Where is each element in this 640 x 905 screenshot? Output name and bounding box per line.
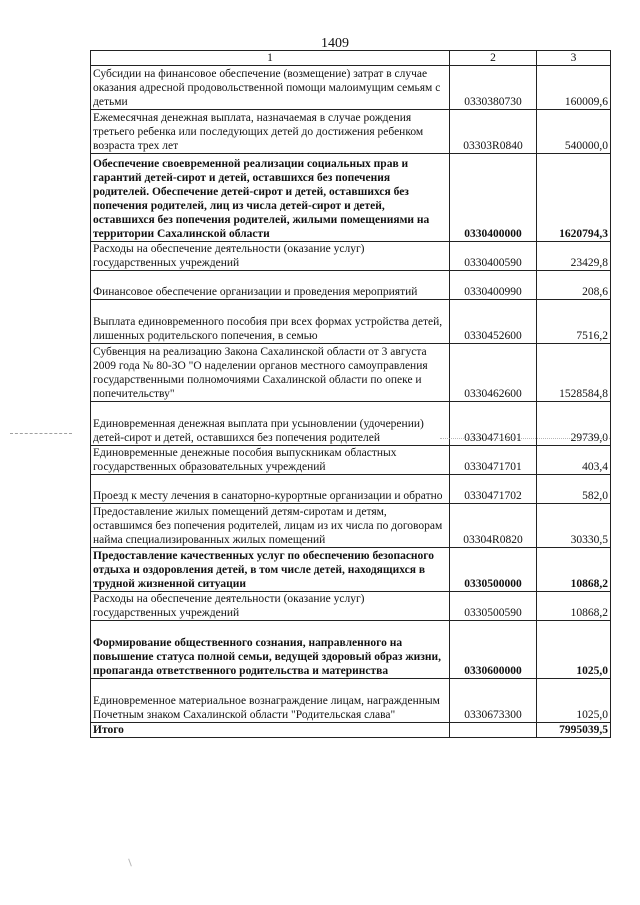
row-name: Финансовое обеспечение организации и проведения мероприятий bbox=[91, 271, 450, 300]
total-code bbox=[450, 723, 537, 738]
table-row bbox=[91, 110, 611, 154]
row-amount: 10868,2 bbox=[537, 592, 611, 621]
scan-artifact bbox=[440, 438, 610, 439]
row-amount: 10868,2 bbox=[537, 548, 611, 592]
table-row bbox=[91, 344, 611, 402]
row-amount: 7516,2 bbox=[537, 300, 611, 344]
row-code: 0330600000 bbox=[450, 621, 537, 679]
table-row bbox=[91, 66, 611, 110]
row-amount: 1620794,3 bbox=[537, 154, 611, 242]
row-amount: 23429,8 bbox=[537, 242, 611, 271]
row-name: Единовременная денежная выплата при усыновлении (удочерении) детей-сирот и детей, оставшихся без попечения родителей bbox=[91, 402, 450, 446]
row-amount: 1528584,8 bbox=[537, 344, 611, 402]
row-name: Формирование общественного сознания, направленного на повышение статуса полной семьи, ведущей здоровый образ жизни, пропаганда ответственного родительства и материнства bbox=[91, 621, 450, 679]
row-code: 0330452600 bbox=[450, 300, 537, 344]
table-row bbox=[91, 271, 611, 300]
table-row bbox=[91, 446, 611, 475]
row-amount: 403,4 bbox=[537, 446, 611, 475]
row-code: 0330400000 bbox=[450, 154, 537, 242]
row-name: Обеспечение своевременной реализации социальных прав и гарантий детей-сирот и детей, оставшихся без попечения родителей. Обеспечение детей-сирот и детей, оставшихся без попечения родителей, лиц из числа детей-сирот и детей, оставшихся без попечения родителей, жилыми помещениями на территории Сахалинской области bbox=[91, 154, 450, 242]
page-number: 1409 bbox=[321, 36, 349, 51]
row-code: 03303R0840 bbox=[450, 110, 537, 154]
row-amount: 29739,0 bbox=[537, 402, 611, 446]
table-row bbox=[91, 242, 611, 271]
row-name: Субсидии на финансовое обеспечение (возмещение) затрат в случае оказания адресной продовольственной помощи малоимущим семьям с детьми bbox=[91, 66, 450, 110]
row-amount: 160009,6 bbox=[537, 66, 611, 110]
row-name: Расходы на обеспечение деятельности (оказание услуг) государственных учреждений bbox=[91, 592, 450, 621]
table-row bbox=[91, 300, 611, 344]
row-code: 0330471601 bbox=[450, 402, 537, 446]
row-name: Выплата единовременного пособия при всех формах устройства детей, лишенных родительского попечения, в семью bbox=[91, 300, 450, 344]
budget-table bbox=[90, 50, 611, 738]
row-name: Единовременное материальное вознаграждение лицам, награжденным Почетным знаком Сахалинской области "Родительская слава" bbox=[91, 679, 450, 723]
row-name: Ежемесячная денежная выплата, назначаемая в случае рождения третьего ребенка или последующих детей до достижения ребенком возраста трех лет bbox=[91, 110, 450, 154]
row-name: Предоставление качественных услуг по обеспечению безопасного отдыха и оздоровления детей, в том числе детей, находящихся в трудной жизненной ситуации bbox=[91, 548, 450, 592]
total-row bbox=[91, 723, 611, 738]
table-row bbox=[91, 621, 611, 679]
row-name: Проезд к месту лечения в санаторно-курортные организации и обратно bbox=[91, 475, 450, 504]
row-code: 03304R0820 bbox=[450, 504, 537, 548]
row-name: Расходы на обеспечение деятельности (оказание услуг) государственных учреждений bbox=[91, 242, 450, 271]
column-header-2: 2 bbox=[450, 51, 537, 66]
row-name: Единовременные денежные пособия выпускникам областных государственных образовательных учреждений bbox=[91, 446, 450, 475]
table-row bbox=[91, 154, 611, 242]
table-row bbox=[91, 679, 611, 723]
table-row bbox=[91, 475, 611, 504]
table-row bbox=[91, 548, 611, 592]
row-amount: 1025,0 bbox=[537, 621, 611, 679]
row-code: 0330471701 bbox=[450, 446, 537, 475]
row-code: 0330400990 bbox=[450, 271, 537, 300]
row-amount: 30330,5 bbox=[537, 504, 611, 548]
row-code: 0330462600 bbox=[450, 344, 537, 402]
scan-artifact bbox=[128, 859, 132, 867]
row-amount: 1025,0 bbox=[537, 679, 611, 723]
row-name: Предоставление жилых помещений детям-сиротам и детям, оставшимся без попечения родителей, лицам из их числа по договорам найма специализированных жилых помещений bbox=[91, 504, 450, 548]
row-code: 0330400590 bbox=[450, 242, 537, 271]
scan-artifact bbox=[10, 433, 72, 434]
row-amount: 208,6 bbox=[537, 271, 611, 300]
row-amount: 582,0 bbox=[537, 475, 611, 504]
table-row bbox=[91, 592, 611, 621]
column-header-3: 3 bbox=[537, 51, 611, 66]
total-label: Итого bbox=[91, 723, 450, 738]
row-name: Субвенция на реализацию Закона Сахалинской области от 3 августа 2009 года № 80-ЗО "О наделении органов местного самоуправления государственными полномочиями Сахалинской области по опеке и попечительству" bbox=[91, 344, 450, 402]
row-code: 0330380730 bbox=[450, 66, 537, 110]
table-header-row bbox=[91, 51, 611, 66]
total-amount: 7995039,5 bbox=[537, 723, 611, 738]
table-row bbox=[91, 504, 611, 548]
row-code: 0330500000 bbox=[450, 548, 537, 592]
column-header-1: 1 bbox=[91, 51, 450, 66]
row-amount: 540000,0 bbox=[537, 110, 611, 154]
row-code: 0330471702 bbox=[450, 475, 537, 504]
row-code: 0330673300 bbox=[450, 679, 537, 723]
row-code: 0330500590 bbox=[450, 592, 537, 621]
